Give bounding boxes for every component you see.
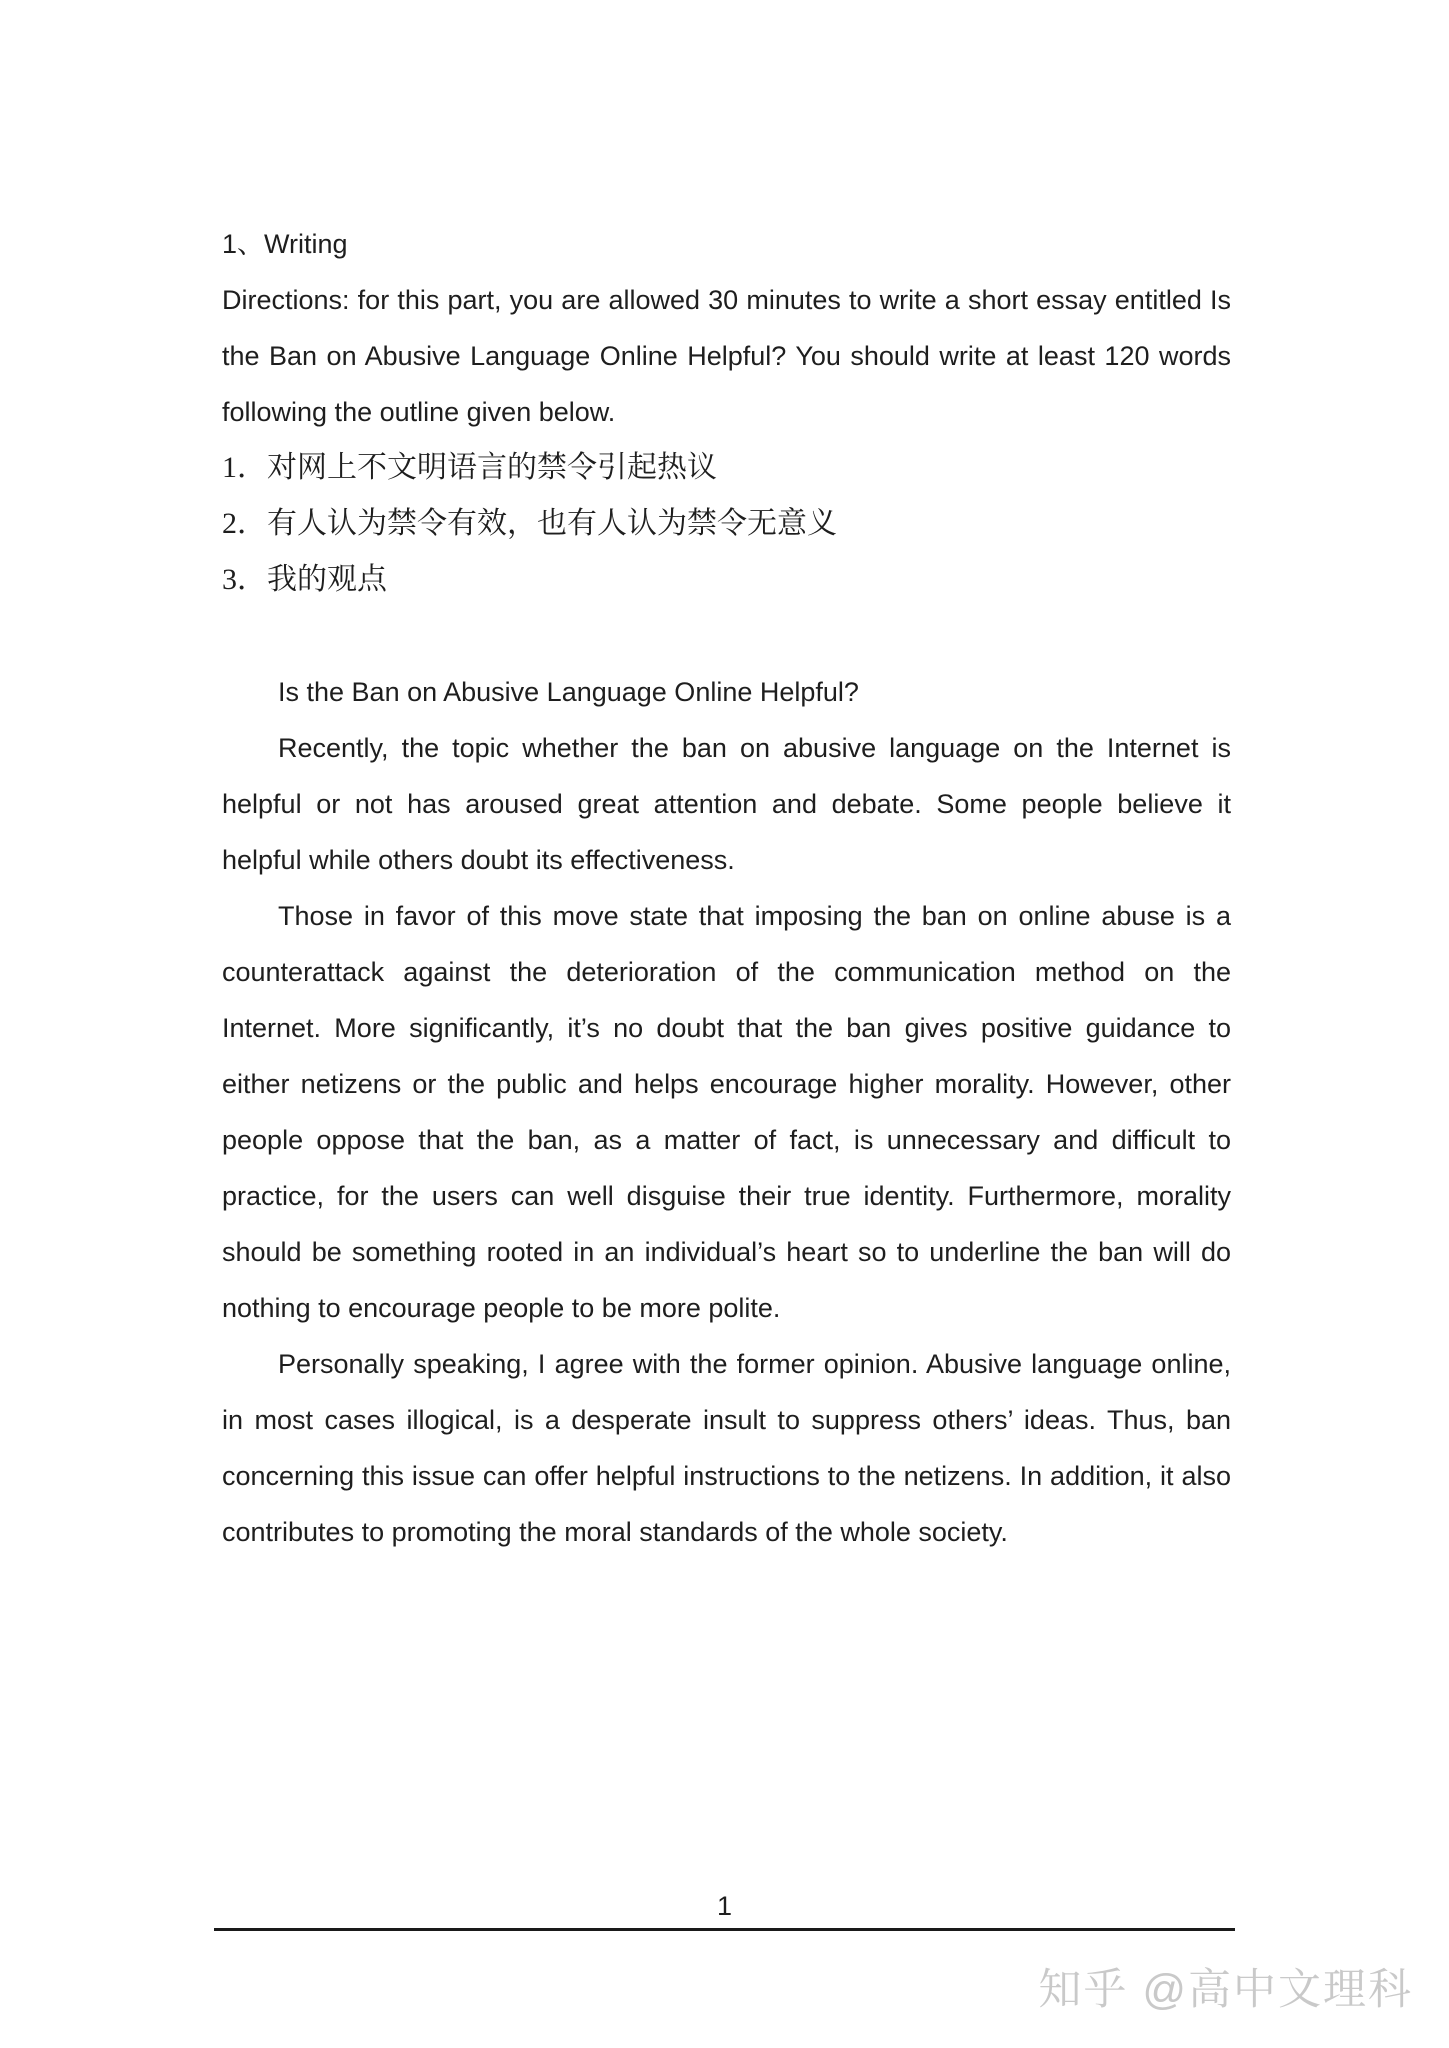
outline-item: 2．有人认为禁令有效，也有人认为禁令无意义 bbox=[222, 507, 837, 540]
watermark: 知乎 @高中文理科 bbox=[1038, 1966, 1413, 2014]
directions-paragraph: Directions: for this part, you are allowed 30 minutes to write a short essay entitled Is the Ban on Abusive Language Online Helpful? You should write at least 120 words following the outline given below. bbox=[222, 285, 1231, 427]
essay-paragraph: Personally speaking, I agree with the former opinion. Abusive language online, in most cases illogical, is a desperate insult to suppress others’ ideas. Thus, ban concerning this issue can offer helpful instructions to the netizens. In addition, it also contributes to promoting the moral standards of the whole society. bbox=[222, 1349, 1231, 1547]
essay-paragraph: Those in favor of this move state that imposing the ban on online abuse is a counterattack against the deterioration of the communication method on the Internet. More significantly, it’s no doubt that the ban gives positive guidance to either netizens or the public and helps encourage higher morality. However, other people oppose that the ban, as a matter of fact, is unnecessary and difficult to practice, for the users can well disguise their true identity. Furthermore, morality should be something rooted in an individual’s heart so to underline the ban will do nothing to encourage people to be more polite. bbox=[222, 901, 1231, 1323]
essay-paragraph: Recently, the topic whether the ban on abusive language on the Internet is helpful or not has aroused great attention and debate. Some people believe it helpful while others doubt its effectiveness. bbox=[222, 733, 1231, 875]
footer-rule bbox=[214, 1928, 1235, 1931]
page-number: 1 bbox=[716, 1891, 733, 1921]
text-block bbox=[222, 216, 1231, 1560]
outline-list bbox=[222, 440, 1231, 608]
outline-item: 1．对网上不文明语言的禁令引起热议 bbox=[222, 451, 717, 484]
essay-title: Is the Ban on Abusive Language Online Helpful? bbox=[278, 677, 859, 707]
essay-body bbox=[222, 720, 1231, 1560]
section-heading: 1、Writing bbox=[222, 229, 348, 259]
outline-item: 3．我的观点 bbox=[222, 563, 387, 596]
